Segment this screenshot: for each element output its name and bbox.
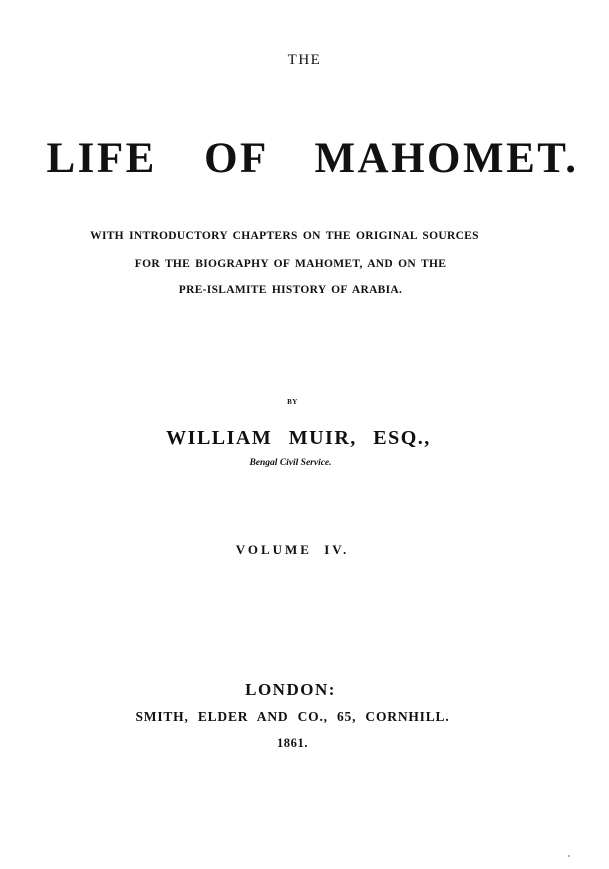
volume-label: VOLUME IV. bbox=[235, 542, 350, 557]
publication-year: 1861. bbox=[276, 736, 309, 750]
subtitle-line-2: FOR THE BIOGRAPHY OF MAHOMET, AND ON THE bbox=[134, 258, 447, 270]
by-label: BY bbox=[287, 398, 298, 406]
book-title: LIFE OF MAHOMET. bbox=[46, 135, 579, 182]
author-affiliation: Bengal Civil Service. bbox=[249, 458, 332, 468]
author-name: WILLIAM MUIR, ESQ., bbox=[166, 427, 431, 449]
paper-speck bbox=[568, 855, 570, 857]
subtitle-line-3: PRE-ISLAMITE HISTORY OF ARABIA. bbox=[178, 284, 403, 296]
title-article: THE bbox=[287, 52, 322, 68]
publisher-line: SMITH, ELDER AND CO., 65, CORNHILL. bbox=[135, 709, 450, 724]
subtitle-line-1: WITH INTRODUCTORY CHAPTERS ON THE ORIGINAL SOURCES bbox=[90, 230, 479, 242]
publication-city: LONDON: bbox=[245, 680, 336, 699]
